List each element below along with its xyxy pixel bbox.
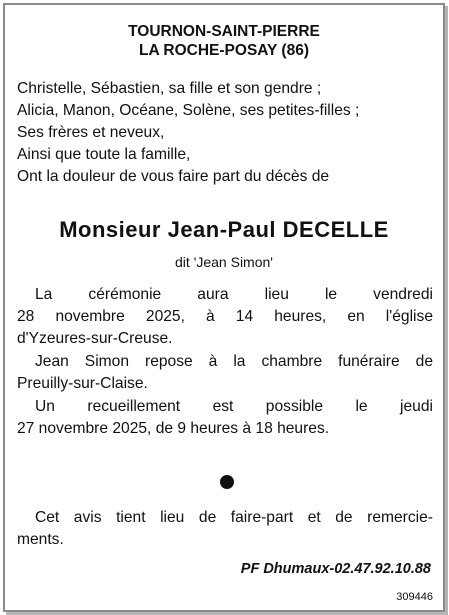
- deceased-alias: dit 'Jean Simon': [175, 254, 273, 270]
- family-line: Alicia, Manon, Océane, Solène, ses petites-filles ;: [17, 102, 360, 119]
- funeral-home-contact: PF Dhumaux-02.47.92.10.88: [240, 561, 431, 577]
- deceased-name: Monsieur Jean-Paul DECELLE: [59, 217, 389, 242]
- detail-line: La cérémonie aura lieu le vendredi: [35, 286, 433, 303]
- obituary-notice: [3, 3, 445, 612]
- bullet-separator: [220, 475, 234, 489]
- location-line-1: TOURNON-SAINT-PIERRE: [128, 23, 320, 40]
- detail-line: d'Yzeures-sur-Creuse.: [17, 330, 173, 347]
- detail-line: 27 novembre 2025, de 9 heures à 18 heures.: [17, 420, 330, 437]
- detail-line: Preuilly-sur-Claise.: [17, 375, 148, 392]
- reference-number: 309446: [396, 591, 433, 603]
- family-line: Ses frères et neveux,: [17, 124, 165, 141]
- location-line-2: LA ROCHE-POSAY (86): [139, 42, 309, 59]
- detail-line: 28 novembre 2025, à 14 heures, en l'église: [17, 308, 433, 325]
- family-line: Ainsi que toute la famille,: [17, 146, 191, 163]
- detail-line: Jean Simon repose à la chambre funéraire de: [35, 353, 433, 370]
- detail-line: Un recueillement est possible le jeudi: [35, 398, 433, 415]
- family-line: Ont la douleur de vous faire part du décès de: [17, 168, 330, 185]
- closing-line: ments.: [17, 531, 64, 548]
- closing-line: Cet avis tient lieu de faire-part et de remercie-: [35, 509, 433, 526]
- family-line: Christelle, Sébastien, sa fille et son gendre ;: [17, 80, 322, 97]
